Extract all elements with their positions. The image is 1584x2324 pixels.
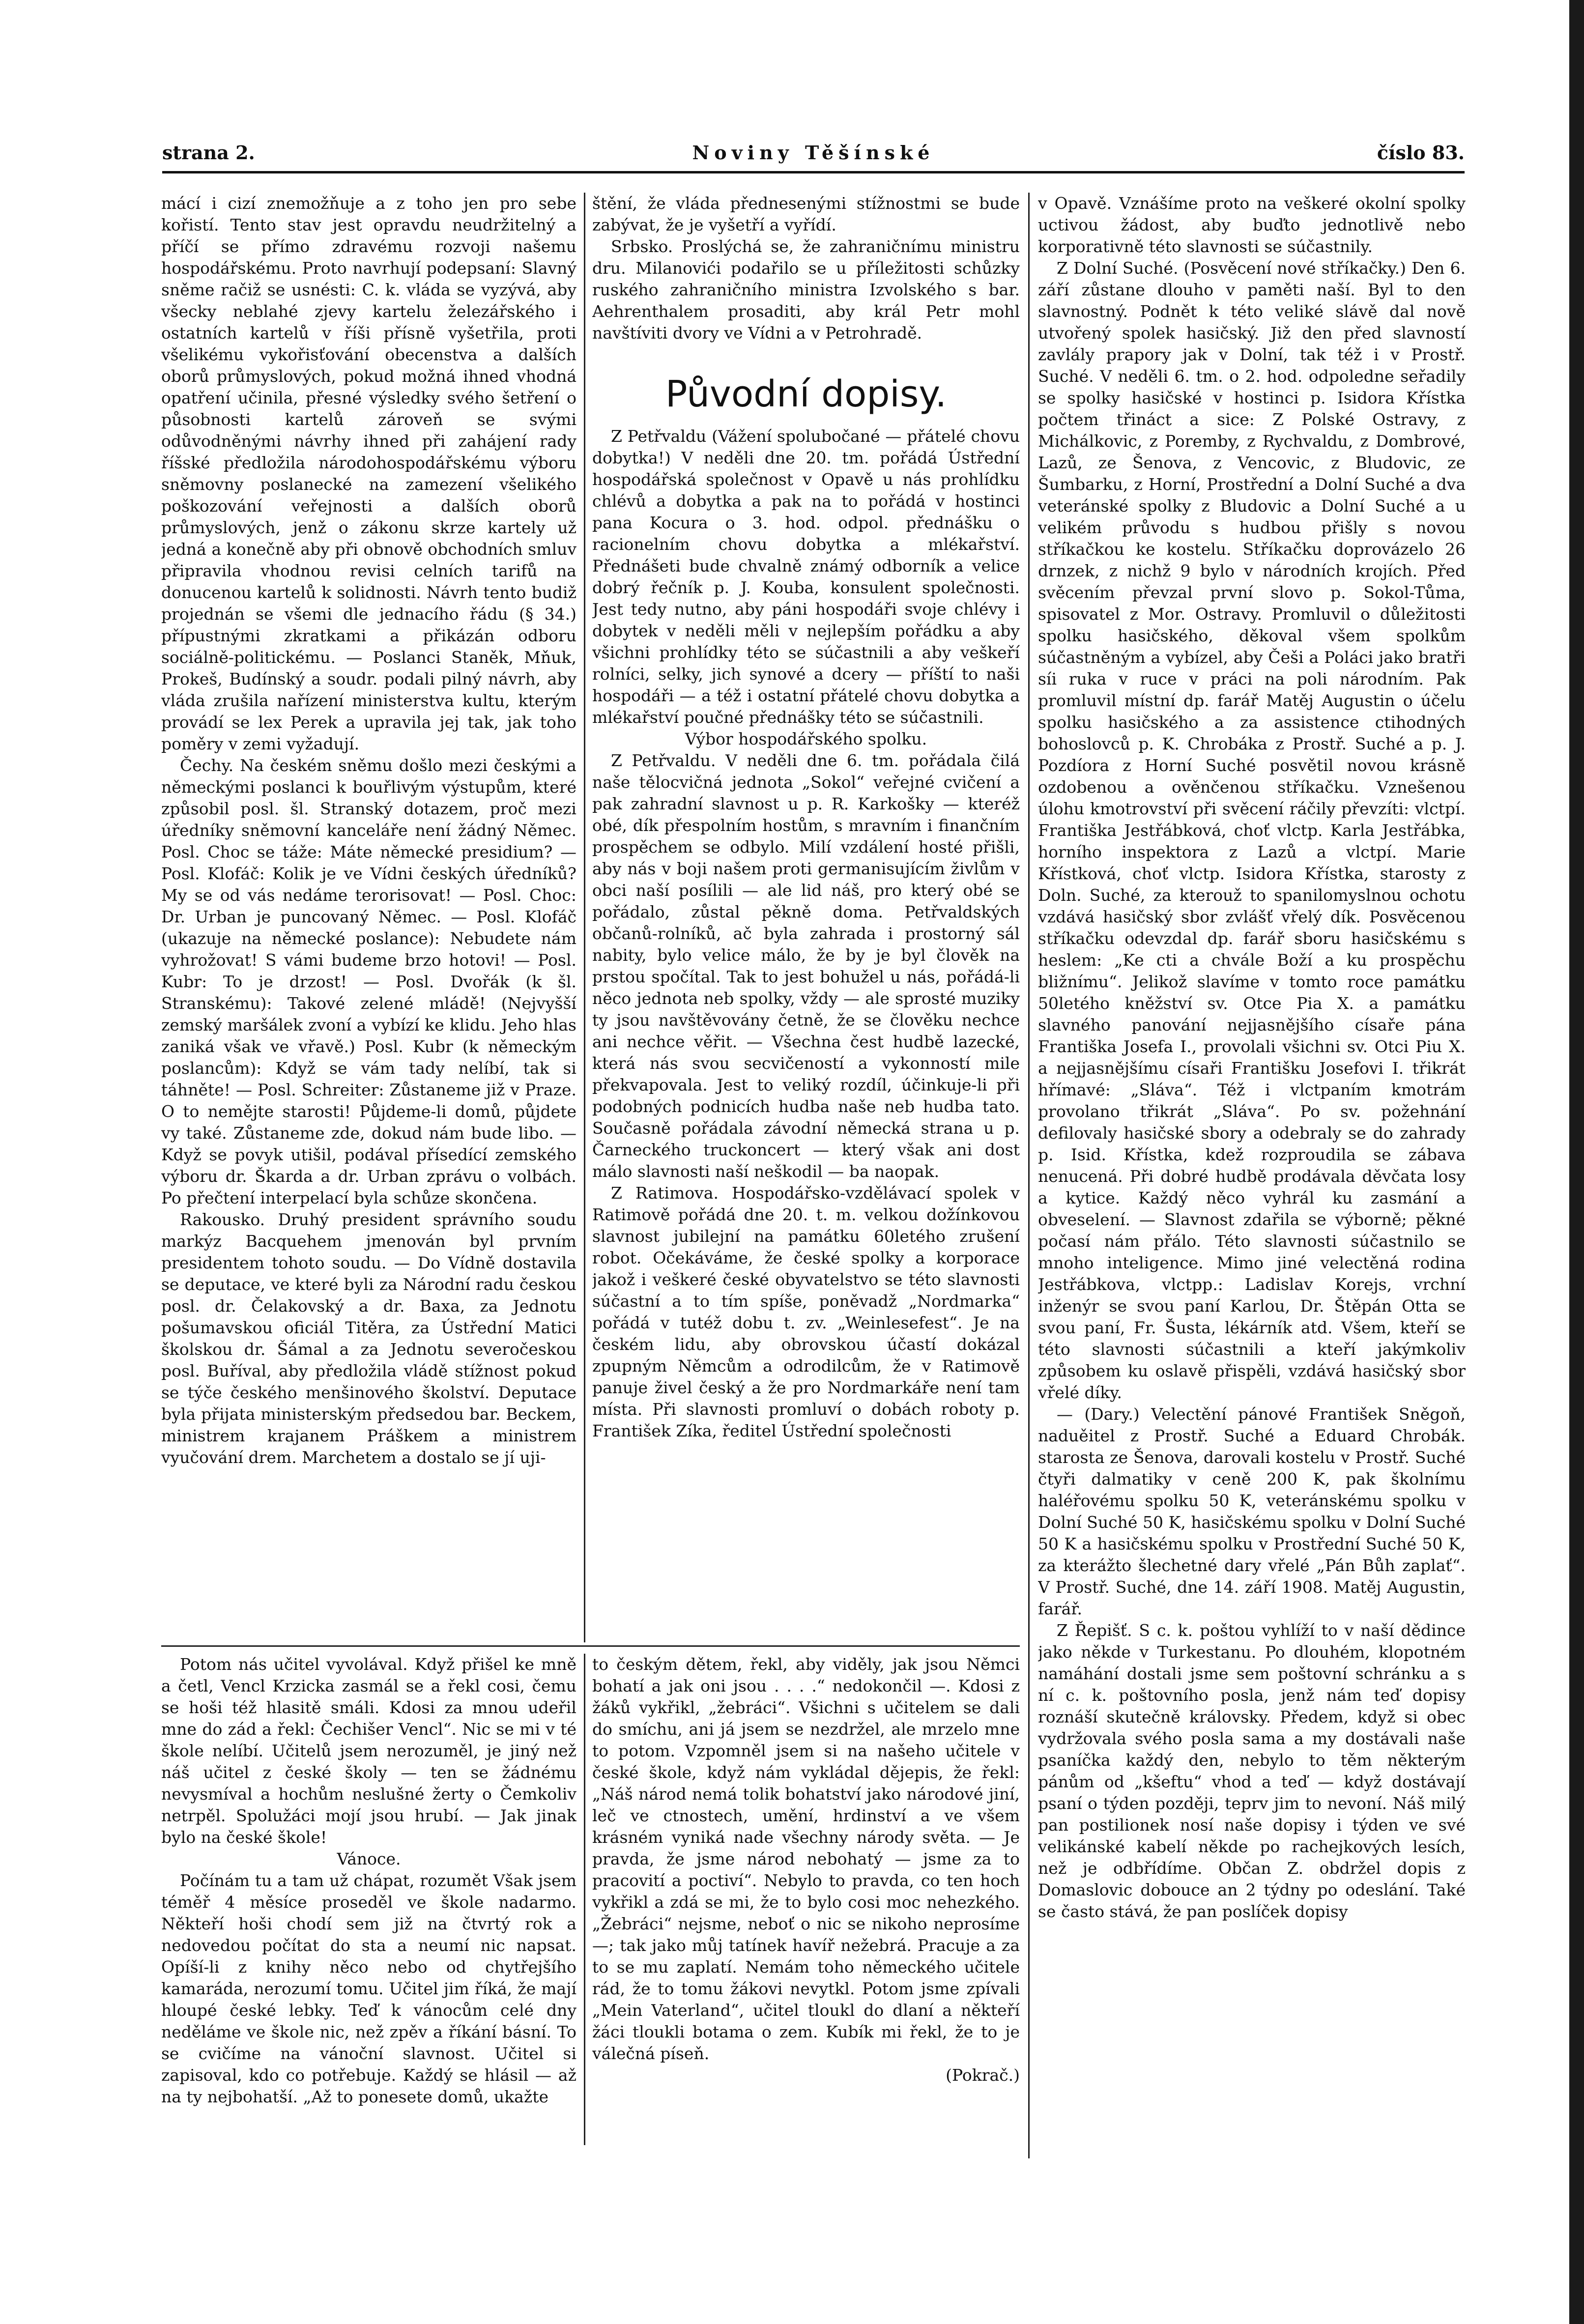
article-column-1 <box>161 193 576 1642</box>
letter-paragraph: — (Dary.) Velectění pánové František Sněgoň, naduěitel z Prostř. Suché a Eduard Chrobák. starosta ze Šenova, darovali kostelu v Prostř. Suché čtyři dalmatiky v ceně 200 K, pak školnímu haléřovému spolku 50 K, veteránskému spolku v Dolní Suché 50 K, hasičskému spolku v Dolní Suché 50 K a hasičskému spolku v Prostřední Suché 50 K, za kterážto šlechetné dary vřelé „Pán Bůh zaplať“. V Prostř. Suché, dne 14. září 1908. Matěj Augustin, farář. <box>1038 1405 1466 1618</box>
header-rule <box>162 171 1465 173</box>
feuilleton-rule <box>161 1645 1020 1647</box>
letter-paragraph: Z Dolní Suché. (Posvěcení nové stříkačky.) Den 6. září zůstane dlouho v paměti naší. Byl to den slavnostný. Podnět k této veliké slávě dal nově utvořený spolek hasičský. Již den před slavností zavlály prapory jak v Dolní, tak též i v Prostř. Suché. V neděli 6. tm. o 2. hod. odpoledne seřadily se spolky hasičské v hostinci p. Isidora Křístka počtem třináct a sice: Z Polské Ostravy, z Michálkovic, z Poremby, z Rychvaldu, z Dombrové, Lazů, ze Šenova, z Vencovic, z Bludovic, ze Šumbarku, z Horní, Prostřední a Dolní Suché a dva veteránské spolky z Bludovic a Dolní Suché a u velikém průvodu s hudbou přišly s novou stříkačkou ke kostelu. Stříkačku doprovázelo 26 drnzek, z nichž 9 bylo v národních krojích. Před svěcením převzal první slovo p. Sokol-Tůma, spisovatel z Mor. Ostravy. Promluvil o důležitosti spolku hasičského, děkoval všem spolkům súčastněným a vybízel, aby Češi a Poláci jako bratři síi ruka v ruce v práci na poli národním. Pak promluvil místní dp. farář Matěj Augustin o účelu spolku hasičského a za assistence ctihodných bohoslovců p. K. Chrobáka z Prostř. Suché a p. J. Pozdíora z Horní Suché posvětil novou krásně ozdobenou a ověnčenou stříkačku. Vznešenou úlohu kmotrovství při svěcení ráčily převzíti: vlctpí. Františka Jestřábková, choť vlctp. Karla Jestřábka, horního inspektora z Lazů a vlctpí. Marie Křístková, choť vlctp. Isidora Křístka, starosty z Doln. Suché, za kterouž to spanilomyslnou ochotu vzdává hasičský sbor zvlášť vřelý dík. Posvěcenou stříkačku odevzdal dp. farář sboru hasičskému s heslem: „Ke cti a chvále Boží a ku prospěchu bližnímu“. Jelikož slavíme v tomto roce památku 50letého kněžství sv. Otce Pia X. a památku slavného panování nejjasnějšího císaře pána Františka Josefa I., provolali všichni sv. Otci Piu X. a nejjasnějšímu císaři Františku Josefovi I. třikrát hřímavé: „Sláva“. Též i vlctpaním kmotrám provolano třikrát „Sláva“. Po sv. požehnání defilovaly hasičské sbory a odebraly se do zahrady p. Isid. Křístka, kdež rozproudila se zábava nenucená. Při dobré hudbě prodávala děvčata losy a kytice. Každý něco vyhrál ku zasmání a obveselení. — Slavnost zdařila se výborně; pěkné počasí nám přálo. Této slavnosti súčastnilo se mnoho inteligence. Mimo jiné velectěná rodina Jestřábkova, vlctpp.: Ladislav Korejs, vrchní inženýr se svou paní Karlou, Dr. Štěpán Otta se svou paní, Fr. Šusta, lékárník atd. Všem, kteří se této slavnosti súčastnili a kteří jakýmkoliv způsobem ku oslavě přispěli, vzdává hasičský sbor vřelé díky. <box>1038 258 1466 1402</box>
article-paragraph: Rakousko. Druhý president správního soudu markýz Bacquehem jmenován byl prvním presidentem tohoto soudu. — Do Vídně dostavila se deputace, ve které byli za Národní radu českou posl. dr. Čelakovský a dr. Baxa, za Jednotu pošumavskou oficiál Titěra, za Ústřední Matici školskou dr. Šámal a za Jednotu severočeskou posl. Buříval, aby předložila vládě stížnost pokud se týče českého menšinového školství. Deputace byla přijata ministerským předsedou bar. Beckem, ministrem krajanem Práškem a ministrem vyučování drem. Marchetem a dostalo se jí uji- <box>161 1210 576 1467</box>
issue-number: číslo 83. <box>1377 142 1465 164</box>
article-paragraph: Srbsko. Proslýchá se, že zahraničnímu ministru dru. Milanovići podařilo se u příležitosti schůzky ruského zahraničního ministra Izvolského s bar. Aehrenthalem prosaditi, aby král Petr mohl navštíviti dvory ve Vídni a v Petrohradě. <box>592 237 1020 343</box>
scan-edge <box>1569 0 1584 2324</box>
feuilleton-paragraph: to českým dětem, řekl, aby viděly, jak jsou Němci bohatí a jak oni jsou . . . .“ nedokončil —. Kdosi z žáků vykřikl, „žebráci“. Všichni s učitelem se dali do smíchu, ani já jsem se nezdržel, ale mrzelo mne to potom. Vzpomněl jsem si na našeho učitele v české škole, když nám vykládal dějepis, že řekl: „Náš národ nemá tolik bohatství jako národové jiní, leč ve ctnostech, umění, hrdinství a ve všem krásném vyniká nade všechny národy světa. — Je pravda, že jsme národ nebohatý — jsme za to pracovití a poctiví“. Nebylo to pravda, co ten hoch vykřikl a zdá se mi, že to bylo cosi moc nehezkého. „Žebráci“ nejsme, neboť o nic se nikoho neprosíme —; tak jako můj tatínek havíř nežebrá. Pracuje a za to se mu zaplatí. Nemám toho německého učitele rád, že to tomu žákovi nevytkl. Potom jsme zpívali „Mein Vaterland“, učitel tloukl do dlaní a někteří žáci tloukli botama o zem. Kubík mi řekl, že to je válečná píseň. <box>592 1655 1020 2063</box>
letter-paragraph: Z Ratimova. Hospodářsko-vzdělávací spolek v Ratimově pořádá dne 20. t. m. velkou dožínkovou slavnost jubilejní na památku 60letého zrušení robot. Očekáváme, že české spolky a korporace jakož i veškeré české obyvatelstvo se této slavnosti súčastní a to tím spíše, poněvadž „Nordmarka“ pořádá v tutéž dobu t. zv. „Weinlesefest“. Je na českém lidu, aby obrovskou účastí dokázal zpupným Němcům a odrodilcům, že v Ratimově panuje živel český a že pro Nordmarkáře není tam místa. Při slavnosti promluví o dobách roboty p. František Zíka, ředitel Ústřední společnosti <box>592 1183 1020 1440</box>
letter-paragraph: v Opavě. Vznášíme proto na veškeré okolní spolky uctivou žádost, aby buďto jednotlivě nebo korporativně této slavnosti se súčastnily. <box>1038 194 1466 256</box>
page-number: strana 2. <box>162 142 255 164</box>
column-divider <box>584 193 585 1642</box>
feuilleton-column-2 <box>592 1654 1020 2145</box>
column-divider <box>1028 193 1030 2158</box>
feuilleton-subheading: Vánoce. <box>337 1849 401 1868</box>
article-paragraph: mácí i cizí znemožňuje a z toho jen pro sebe kořistí. Tento stav jest opravdu neudržitelný a příčí se přímo zdravému rozvoji našemu hospodářskému. Proto navrhují podepsaní: Slavný sněme račiž se usnésti: C. k. vláda se vyzývá, aby všecky neblahé zjevy kartelu železářského i ostatních kartelů v říši přísně vyšetřila, proti všelikému vykořisťování obecenstva a dalších oborů průmyslových, pokud možná ihned vhodná opatření učinila, přesné výsledky svého šetření o působnosti kartelů zároveň se svými odůvodněnými návrhy ihned při zahájení rady říšské předložila národohospodářskému výboru sněmovny poslanecké na zamezení všelikého poškozování veřejnosti a dalších oborů průmyslových, jenž o zákonu skrze kartely už jedná a konečně aby při obnově obchodních smluv připravila vhodnou revisi celních tarifů na donucenou kartelů k solidnosti. Návrh tento budiž projednán se všemi dle jednacího řádu (§ 34.) přípustnými zkratkami a přikázán odboru sociálně-politickému. — Poslanci Staněk, Mňuk, Prokeš, Budínský a soudr. podali pilný návrh, aby vláda zrušila nařízení ministerstva kultu, kterým provádí se lex Perek a upravila jej tak, jak toho poměry v zemi vyžadují. <box>161 194 576 753</box>
continued-note: (Pokrač.) <box>946 2066 1020 2085</box>
article-column-3 <box>1038 193 1466 2158</box>
feuilleton-paragraph: Počínám tu a tam už chápat, rozumět Však jsem téměř 4 měsíce proseděl ve škole nadarmo. Někteří hoši chodí sem již na čtvrtý rok a nedovedou počítat do sta a neumí nic napsat. Opíší-li z knihy něco nebo od chytřejšího kamaráda, nerozumí tomu. Učitel jim říká, že mají hloupé české lebky. Teď k vánocům celé dny neděláme ve škole nic, než zpěv a říkání básní. To se cvičíme na vánoční slavnost. Učitel si zapisoval, kdo co potřebuje. Každý se hlásil — až na ty nejbohatší. „Až to ponesete domů, ukažte <box>161 1871 576 2106</box>
article-paragraph: štění, že vláda přednesenými stížnostmi se bude zabývat, že je vyšetří a vyřídí. <box>592 194 1020 234</box>
section-title: Původní dopisy. <box>665 373 947 415</box>
letter-paragraph: Z Petřvaldu (Vážení spolubočané — přátelé chovu dobytka!) V neděli dne 20. tm. pořádá Ústřední hospodářská společnost v Opavě u nás prohlídku chlévů a dobytka a pak na to pořádá v hostinci pana Kocura o 3. hod. odpol. přednášku o racionelním chovu dobytka a mlékařství. Přednášeti bude chvalně známý odborník a velice dobrý řečník p. J. Kouba, konsulent společnosti. Jest tedy nutno, aby páni hospodáři svoje chlévy i dobytek v neděli měli v nejlepším pořádku a aby všichni prohlídky této se súčastnili a aby veškeří rolníci, selky, jich synové a dcery — příští to naši hospodáři — a též i ostatní přátelé chovu dobytka a mlékařství poučné přednášky této se súčastnili. <box>592 427 1020 727</box>
article-column-2 <box>592 193 1020 1642</box>
newspaper-title: Noviny Těšínské <box>692 142 935 164</box>
letter-paragraph: Z Petřvaldu. V neděli dne 6. tm. pořádala čilá naše tělocvičná jednota „Sokol“ veřejné cvičení a pak zahradní slavnost u p. R. Karkošky — kteréž obé, dík přespolním hostům, s mravním i finančním prospěchem se odbylo. Milí vzdálení hosté přišli, aby nás v boji našem proti germanisujícím živlům v obci naší posílili — ale lid náš, pro který obé se pořádalo, zůstal pěkně doma. Petřvaldských občanů-rolníků, ač byla zahrada i prostorný sál nabity, bylo velice málo, že by je byl člověk na prstou spočítal. Tak to jest bohužel u nás, pořádá-li něco jednota neb spolky, vždy — ale sprosté muziky ty jsou navštěvovány četně, že se člověku nechce ani nechce věřit. — Všechna čest hudbě lazecké, která nás svou secvičeností a vykonností mile překvapovala. Jest to veliký rozdíl, účinkuje-li při podobných podnicích hudba naše neb hudba tato. Současně pořádala závodní německá strana u p. Čarneckého truckoncert — který však ani dost málo slavnosti naší neškodil — ba naopak. <box>592 751 1020 1181</box>
page-header <box>162 142 1465 165</box>
feuilleton-paragraph: Potom nás učitel vyvolával. Když přišel ke mně a četl, Vencl Krzicka zasmál se a řekl cosi, čemu se hoši též hlasitě smáli. Kdosi za mnou udeřil mne do zád a řekl: Čechišer Vencl“. Nic se mi v té škole nelíbí. Učitelů jsem nerozuměl, je jiný než náš učitel z české školy — ten se žádnému nevysmíval a hochům neslušné žerty o Čemkoliv netrpěl. Spolužáci mojí jsou hrubí. — Jak jinak bylo na české škole! <box>161 1655 576 1847</box>
feuilleton-column-1 <box>161 1654 576 2145</box>
column-divider <box>584 1654 585 2145</box>
letter-signature: Výbor hospodářského spolku. <box>685 729 927 748</box>
letter-paragraph: Z Řepišť. S c. k. poštou vyhlíží to v naší dědince jako někde v Turkestanu. Po dlouhém, klopotném namáhání dostali jsme sem poštovní schránku a s ní c. k. poštovního posla, jenž nám teď dopisy roznáší skutečně královsky. Předem, když si obec vydržovala svého posla sama a my dostávali naše psaníčka každý den, nebylo to těm některým pánům od „kšeftu“ vhod a teď — když dostávají psaní o týden později, teprv jim to nevoní. Náš milý pan postilionek nosí naše dopisy i týden ve své velikánské kabelí někde po rachejkových lesích, než je odbřídíme. Občan Z. obdržel dopis z Domaslovic dobouce an 2 týdny po odeslání. Také se často stává, že pan poslíček dopisy <box>1038 1621 1466 1921</box>
article-paragraph: Čechy. Na českém sněmu došlo mezi českými a německými poslanci k bouřlivým výstupům, které způsobil posl. šl. Stranský dotazem, proč mezi úředníky sněmovní kanceláře není žádný Němec. Posl. Choc se táže: Máte německé presidium? — Posl. Klofáč: Kolik je ve Vídni českých úředníků? My se od vás nedáme terorisovat! — Posl. Choc: Dr. Urban je puncovaný Němec. — Posl. Klofáč (ukazuje na německé poslance): Nebudete nám vyhrožovat! S vámi budeme brzo hotovi! — Posl. Kubr: To je drzost! — Posl. Dvořák (k šl. Stranskému): Takové zelené mládě! (Nejvyšší zemský maršálek zvoní a vybízí ke klidu. Jeho hlas zaniká však ve vřavě.) Posl. Kubr (k německým poslancům): Když se vám tady nelíbí, tak si táhněte! — Posl. Schreiter: Zůstaneme již v Praze. O to nemějte starosti! Půjdeme-li domů, půjdete vy také. Zůstaneme zde, dokud nám bude libo. — Když se povyk utišil, podával přísedící zemského výboru dr. Škarda a dr. Urban zprávu o volbách. Po přečtení interpelací byla schůze skončena. <box>161 756 576 1207</box>
